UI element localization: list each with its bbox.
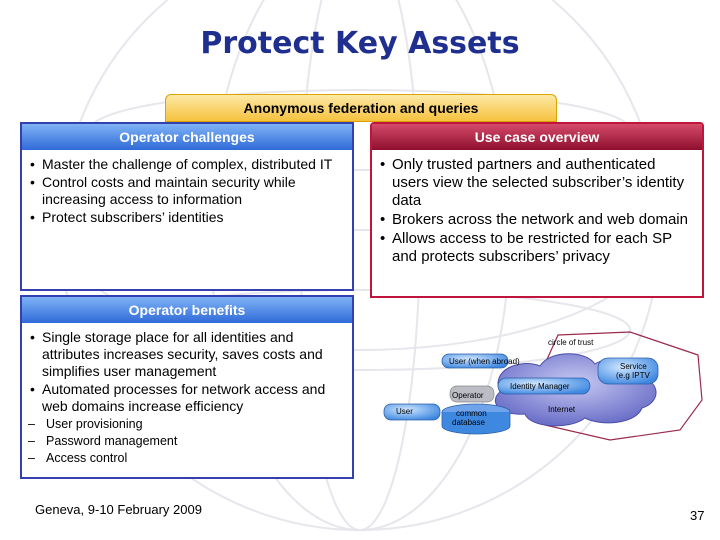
- list-item: • Protect subscribers’ identities: [42, 209, 344, 226]
- page-number: 37: [690, 508, 705, 523]
- circle-of-trust-label: circle of trust: [548, 338, 594, 347]
- list-item: • Control costs and maintain security while increasing access to information: [42, 174, 344, 208]
- slide-title: Protect Key Assets: [200, 26, 520, 61]
- banner-anonymous-federation: Anonymous federation and queries: [165, 94, 557, 122]
- challenges-list: [22, 156, 352, 226]
- user-label: User: [396, 407, 413, 416]
- common-database-label: common database: [452, 409, 487, 427]
- list-item: • Brokers across the network and web domain: [392, 211, 694, 229]
- footer-location-date: Geneva, 9-10 February 2009: [35, 502, 202, 517]
- identity-manager-label: Identity Manager: [510, 382, 570, 391]
- panel-heading-challenges: Operator challenges: [22, 124, 352, 150]
- list-item: • Single storage place for all identities and attributes increases security, saves costs and simplifies user management: [42, 329, 344, 380]
- internet-label: Internet: [548, 405, 576, 414]
- sub-list-item: – Access control: [46, 450, 352, 467]
- operator-label: Operator: [452, 391, 484, 400]
- list-item: • Automated processes for network access and web domains increase efficiency: [42, 381, 344, 415]
- circle-of-trust-diagram: [380, 330, 710, 460]
- panel-use-case-overview: [370, 122, 704, 298]
- user-abroad-label: User (when abroad): [449, 357, 520, 366]
- list-item: • Allows access to be restricted for each SP and protects subscribers’ privacy: [392, 230, 694, 266]
- benefits-sublist: [22, 416, 352, 467]
- panel-operator-benefits: [20, 295, 354, 479]
- benefits-list: [22, 329, 352, 415]
- sub-list-item: – User provisioning: [46, 416, 352, 433]
- service-label: Service (e.g IPTV: [616, 362, 650, 380]
- list-item: • Only trusted partners and authenticated users view the selected subscriber’s identity data: [392, 156, 694, 210]
- panel-heading-use-case: Use case overview: [372, 124, 702, 150]
- list-item: • Master the challenge of complex, distributed IT: [42, 156, 344, 173]
- sub-list-item: – Password management: [46, 433, 352, 450]
- panel-operator-challenges: [20, 122, 354, 291]
- panel-heading-benefits: Operator benefits: [22, 297, 352, 323]
- use-case-list: [372, 156, 702, 266]
